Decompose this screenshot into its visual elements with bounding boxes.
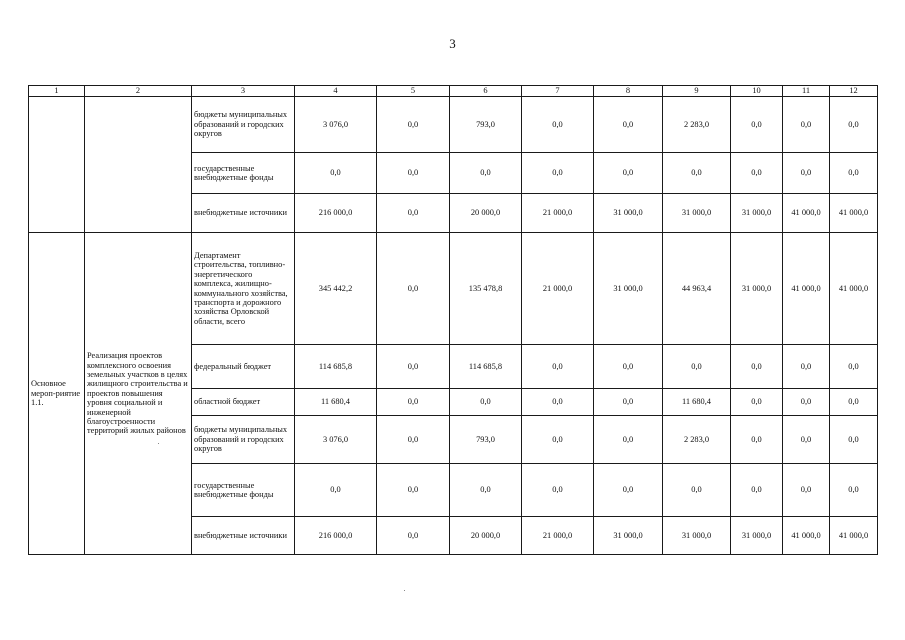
funding-source: внебюджетные источники	[192, 517, 295, 555]
value-cell: 0,0	[594, 416, 663, 464]
funding-source: внебюджетные источники	[192, 194, 295, 233]
value-cell: 0,0	[663, 153, 731, 194]
value-cell: 0,0	[830, 464, 878, 517]
value-cell: 31 000,0	[663, 517, 731, 555]
value-cell: 20 000,0	[450, 194, 522, 233]
value-cell: 0,0	[783, 416, 830, 464]
empty-cell	[85, 97, 192, 233]
value-cell: 0,0	[594, 345, 663, 389]
column-header: 2	[85, 86, 192, 97]
column-header: 6	[450, 86, 522, 97]
value-cell: 20 000,0	[450, 517, 522, 555]
funding-source: бюджеты муниципальных образований и городских округов	[192, 97, 295, 153]
value-cell: 41 000,0	[830, 517, 878, 555]
value-cell: 31 000,0	[594, 517, 663, 555]
value-cell: 216 000,0	[295, 517, 377, 555]
value-cell: 0,0	[783, 345, 830, 389]
table-row	[29, 97, 878, 153]
value-cell: 0,0	[295, 153, 377, 194]
value-cell: 31 000,0	[594, 233, 663, 345]
value-cell: 41 000,0	[783, 233, 830, 345]
value-cell: 135 478,8	[450, 233, 522, 345]
value-cell: 3 076,0	[295, 416, 377, 464]
value-cell: 21 000,0	[522, 517, 594, 555]
value-cell: 0,0	[663, 345, 731, 389]
value-cell: 0,0	[377, 416, 450, 464]
column-header: 12	[830, 86, 878, 97]
value-cell: 11 680,4	[663, 389, 731, 416]
value-cell: 0,0	[830, 153, 878, 194]
value-cell: 216 000,0	[295, 194, 377, 233]
value-cell: 0,0	[731, 464, 783, 517]
value-cell: 31 000,0	[731, 233, 783, 345]
value-cell: 0,0	[522, 464, 594, 517]
value-cell: 0,0	[377, 153, 450, 194]
column-header: 5	[377, 86, 450, 97]
value-cell: 3 076,0	[295, 97, 377, 153]
value-cell: 0,0	[377, 233, 450, 345]
value-cell: 345 442,2	[295, 233, 377, 345]
value-cell: 41 000,0	[783, 517, 830, 555]
value-cell: 0,0	[377, 464, 450, 517]
budget-table	[28, 85, 878, 555]
value-cell: 0,0	[731, 153, 783, 194]
value-cell: 31 000,0	[731, 517, 783, 555]
value-cell: 0,0	[663, 464, 731, 517]
value-cell: 31 000,0	[731, 194, 783, 233]
value-cell: 0,0	[830, 416, 878, 464]
value-cell: 0,0	[377, 517, 450, 555]
activity-code: Основное мероп-риятие 1.1.	[29, 233, 85, 555]
value-cell: 793,0	[450, 416, 522, 464]
value-cell: 0,0	[731, 345, 783, 389]
value-cell: 0,0	[783, 97, 830, 153]
value-cell: 0,0	[731, 416, 783, 464]
funding-source: бюджеты муниципальных образований и городских округов	[192, 416, 295, 464]
value-cell: 0,0	[830, 345, 878, 389]
column-header: 8	[594, 86, 663, 97]
value-cell: 0,0	[295, 464, 377, 517]
value-cell: 0,0	[377, 345, 450, 389]
value-cell: 114 685,8	[450, 345, 522, 389]
funding-source: Департамент строительства, топливно-энергетического комплекса, жилищно-коммунального хозяйства, транспорта и дорожного хозяйства Орловской области, всего	[192, 233, 295, 345]
value-cell: 11 680,4	[295, 389, 377, 416]
value-cell: 21 000,0	[522, 194, 594, 233]
value-cell: 0,0	[522, 153, 594, 194]
funding-source: государственные внебюджетные фонды	[192, 464, 295, 517]
value-cell: 0,0	[783, 389, 830, 416]
value-cell: 793,0	[450, 97, 522, 153]
value-cell: 41 000,0	[830, 233, 878, 345]
value-cell: 2 283,0	[663, 416, 731, 464]
column-header: 7	[522, 86, 594, 97]
page-number: 3	[449, 36, 456, 51]
value-cell: 0,0	[830, 97, 878, 153]
value-cell: 0,0	[783, 153, 830, 194]
value-cell: 0,0	[830, 389, 878, 416]
value-cell: 0,0	[731, 97, 783, 153]
value-cell: 41 000,0	[830, 194, 878, 233]
column-header: 10	[731, 86, 783, 97]
value-cell: 0,0	[594, 464, 663, 517]
column-number-row	[29, 86, 878, 97]
value-cell: 0,0	[783, 464, 830, 517]
value-cell: 31 000,0	[663, 194, 731, 233]
value-cell: 0,0	[731, 389, 783, 416]
value-cell: 41 000,0	[783, 194, 830, 233]
value-cell: 0,0	[522, 416, 594, 464]
activity-name: Реализация проектов комплексного освоения земельных участков в целях жилищного строительства и проектов повышения уровня социальной и инженерной благоустроенности территорий жилых районов	[85, 233, 192, 555]
column-header: 4	[295, 86, 377, 97]
funding-source: областной бюджет	[192, 389, 295, 416]
value-cell: 0,0	[522, 97, 594, 153]
empty-cell	[29, 97, 85, 233]
value-cell: 0,0	[377, 194, 450, 233]
value-cell: 0,0	[450, 464, 522, 517]
value-cell: 0,0	[594, 97, 663, 153]
value-cell: 0,0	[594, 389, 663, 416]
value-cell: 0,0	[594, 153, 663, 194]
scan-speck	[158, 443, 159, 444]
column-header: 1	[29, 86, 85, 97]
funding-source: государственные внебюджетные фонды	[192, 153, 295, 194]
value-cell: 2 283,0	[663, 97, 731, 153]
value-cell: 0,0	[522, 345, 594, 389]
value-cell: 0,0	[450, 389, 522, 416]
column-header: 11	[783, 86, 830, 97]
value-cell: 0,0	[377, 389, 450, 416]
column-header: 9	[663, 86, 731, 97]
value-cell: 0,0	[450, 153, 522, 194]
scan-speck	[404, 590, 405, 591]
value-cell: 0,0	[377, 97, 450, 153]
value-cell: 31 000,0	[594, 194, 663, 233]
funding-source: федеральный бюджет	[192, 345, 295, 389]
table-row	[29, 233, 878, 345]
column-header: 3	[192, 86, 295, 97]
value-cell: 44 963,4	[663, 233, 731, 345]
value-cell: 21 000,0	[522, 233, 594, 345]
value-cell: 114 685,8	[295, 345, 377, 389]
value-cell: 0,0	[522, 389, 594, 416]
